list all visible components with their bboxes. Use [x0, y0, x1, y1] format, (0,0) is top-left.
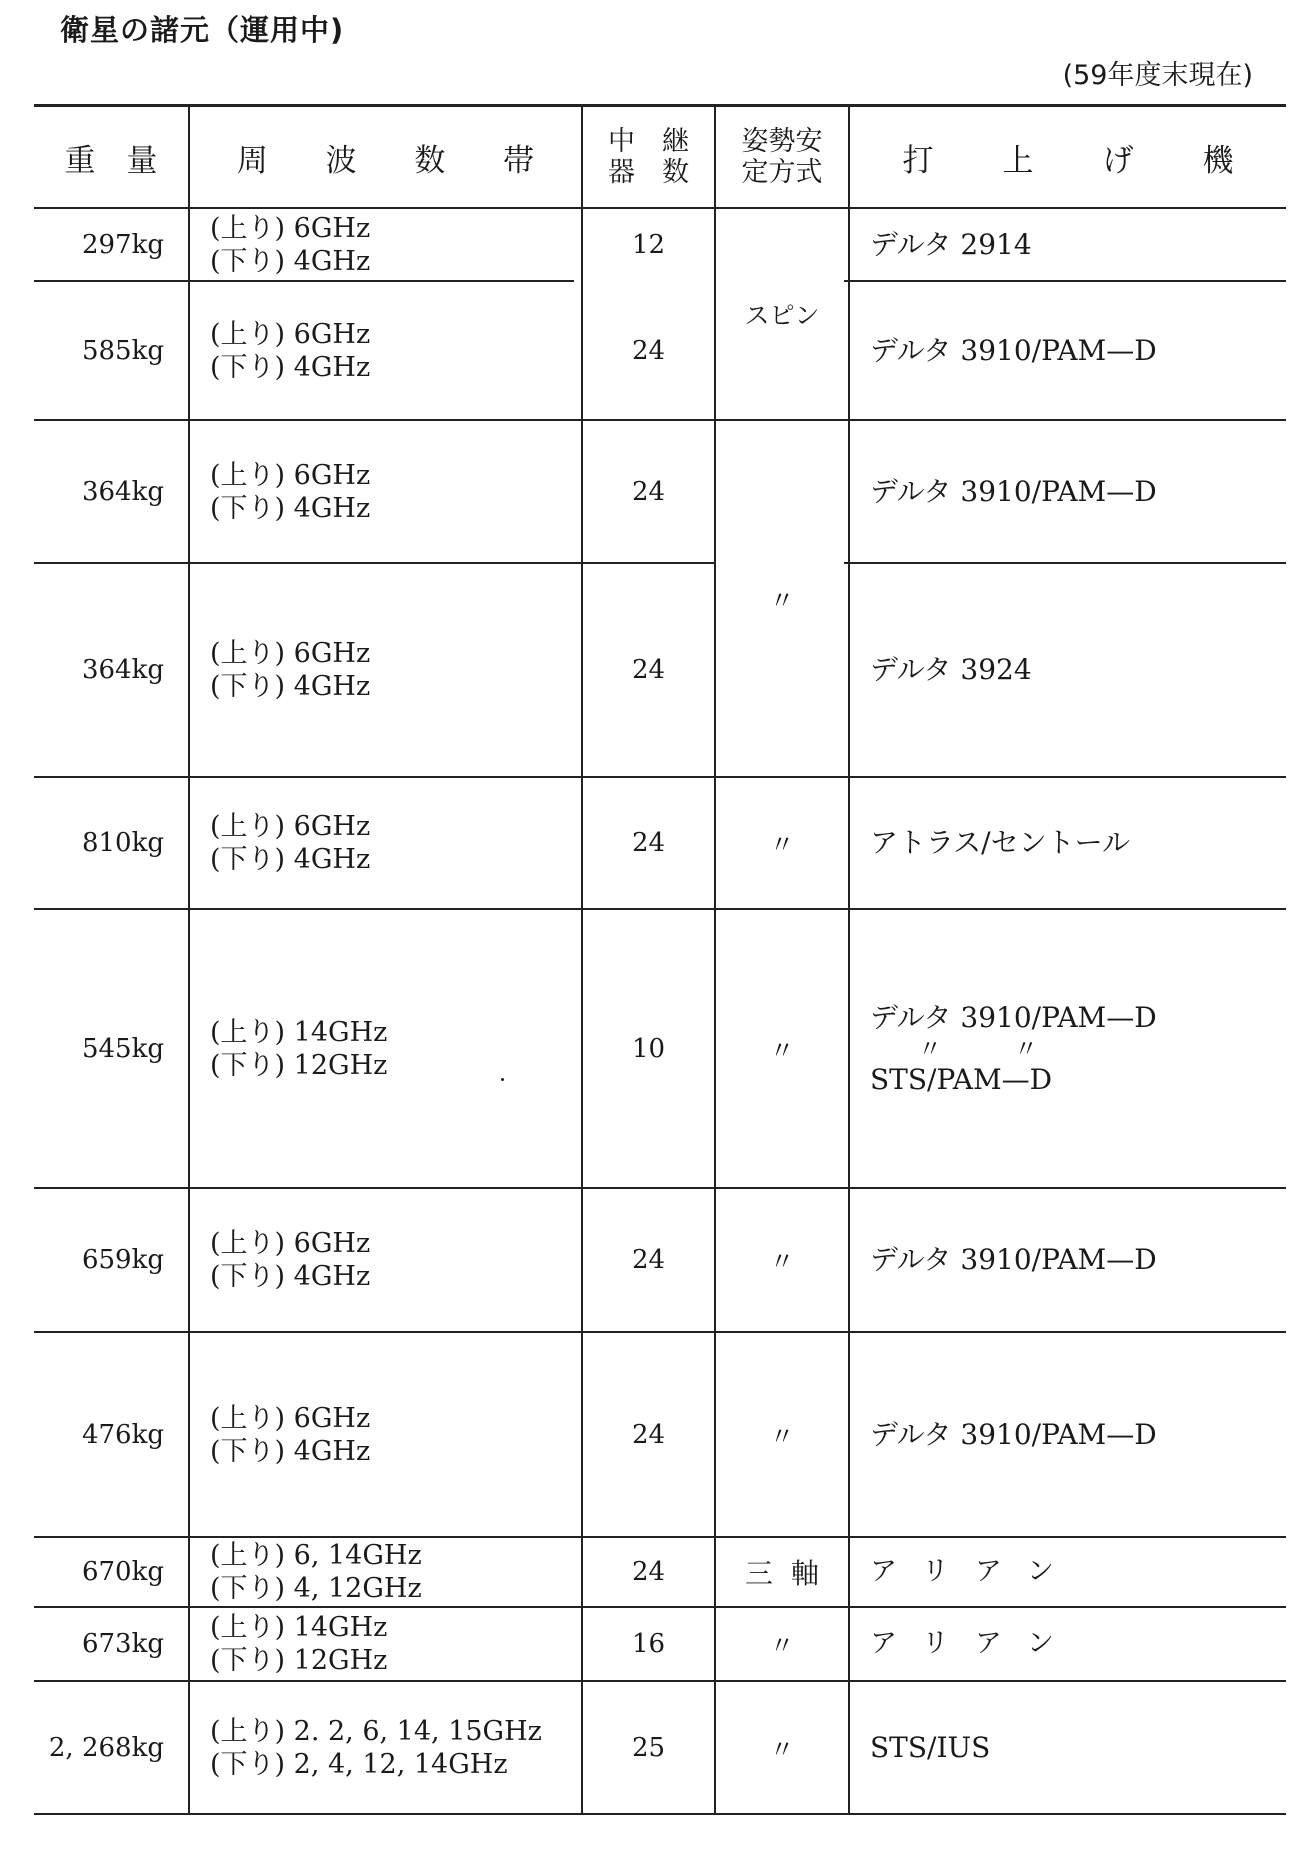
attitude-value: 〃 [769, 1734, 795, 1764]
uplink: (上り) 14GHz [210, 1612, 388, 1643]
header-attitude-line: 定方式 [741, 157, 823, 188]
launch-vehicle: デルタ 3910/PAM—D [870, 1000, 1157, 1034]
repeater-cell [583, 1682, 714, 1813]
weight-value: 659kg [81, 1245, 164, 1275]
downlink: (下り) 2, 4, 12, 14GHz [210, 1748, 508, 1780]
uplink: (上り) 6, 14GHz [210, 1540, 422, 1571]
header-frequency-char: 波 [325, 142, 357, 179]
frequency-cell [210, 209, 580, 280]
weight-cell [34, 778, 164, 908]
weight-cell [34, 564, 164, 776]
repeater-cell [583, 564, 714, 776]
uplink: (上り) 14GHz [210, 1016, 388, 1048]
frequency-cell [210, 778, 580, 908]
launch-vehicle: アリアン [870, 1628, 1080, 1659]
header-attitude [716, 107, 848, 207]
launch-cell [870, 1189, 1286, 1331]
repeater-count: 24 [631, 1245, 666, 1275]
header-launch-char: 機 [1202, 142, 1234, 179]
frequency-cell [210, 1333, 580, 1536]
attitude-ditto-label: 〃 [769, 585, 795, 615]
as-of-note: (59年度末現在) [1062, 60, 1253, 91]
header-launch-char: げ [1102, 142, 1134, 179]
launch-vehicle: デルタ 3910/PAM—D [870, 1417, 1157, 1451]
weight-value: 545kg [81, 1033, 164, 1064]
attitude-spin-label: スピン [744, 301, 820, 330]
uplink: (上り) 6GHz [210, 811, 371, 842]
uplink: (上り) 6GHz [210, 1402, 371, 1434]
weight-value: 364kg [81, 476, 164, 507]
attitude-cell [716, 1189, 848, 1331]
uplink: (上り) 6GHz [210, 1228, 371, 1259]
frequency-cell [210, 1682, 580, 1813]
attitude-value: 〃 [769, 830, 795, 859]
weight-cell [34, 1608, 164, 1680]
frequency-cell [210, 1608, 580, 1680]
weight-value: 810kg [81, 828, 164, 858]
header-frequency-char: 帯 [503, 142, 535, 179]
repeater-count: 24 [631, 1419, 666, 1450]
launch-vehicle: デルタ 3910/PAM—D [870, 333, 1157, 367]
header-repeaters-line: 器 数 [608, 157, 689, 188]
header-repeaters-line: 中 継 [608, 126, 689, 157]
weight-value: 585kg [81, 335, 164, 366]
frequency-cell [210, 1189, 580, 1331]
repeater-cell [583, 209, 714, 280]
repeater-cell [583, 1189, 714, 1331]
header-weight-label: 重 量 [64, 142, 158, 179]
repeater-cell [583, 421, 714, 562]
frequency-cell [210, 282, 580, 419]
weight-cell [34, 1538, 164, 1606]
frequency-cell [210, 910, 580, 1187]
attitude-cell [716, 910, 848, 1187]
weight-cell [34, 1333, 164, 1536]
launch-cell [870, 910, 1286, 1187]
repeater-count: 10 [631, 1033, 666, 1064]
header-launch-vehicle [850, 107, 1286, 207]
downlink: (下り) 4, 12GHz [210, 1573, 422, 1604]
col-rule-1 [188, 106, 190, 1814]
attitude-value: 〃 [769, 1421, 795, 1451]
repeater-count: 24 [631, 1557, 666, 1587]
rule-bottom [34, 1813, 1286, 1815]
uplink: (上り) 6GHz [210, 459, 371, 491]
attitude-cell [716, 778, 848, 908]
repeater-cell [583, 1333, 714, 1536]
attitude-ditto-merged [716, 421, 848, 776]
launch-cell [870, 1333, 1286, 1536]
launch-vehicle: アトラス/セントール [870, 826, 1131, 859]
launch-cell [870, 564, 1286, 776]
downlink: (下り) 4GHz [210, 492, 371, 524]
header-launch-char: 上 [1002, 142, 1034, 179]
weight-value: 2, 268kg [48, 1732, 164, 1763]
frequency-cell [210, 421, 580, 562]
attitude-value: 〃 [769, 1247, 795, 1276]
launch-cell [870, 1538, 1286, 1606]
launch-vehicle: STS/IUS [870, 1730, 991, 1764]
repeater-count: 16 [631, 1629, 666, 1659]
attitude-value: 三軸 [744, 1557, 837, 1590]
launch-cell [870, 778, 1286, 908]
launch-vehicle: デルタ 3910/PAM—D [870, 474, 1157, 508]
downlink: (下り) 4GHz [210, 351, 371, 383]
repeater-count: 24 [631, 828, 666, 858]
launch-cell [870, 421, 1286, 562]
repeater-cell [583, 1538, 714, 1606]
downlink: (下り) 12GHz [210, 1645, 388, 1676]
launch-cell [870, 1608, 1286, 1680]
launch-vehicle: デルタ 2914 [870, 227, 1032, 261]
frequency-cell [210, 564, 580, 776]
weight-cell [34, 1682, 164, 1813]
launch-vehicle: デルタ 3924 [870, 653, 1032, 686]
downlink: (下り) 4GHz [210, 671, 371, 702]
frequency-cell [210, 1538, 580, 1606]
repeater-count: 25 [631, 1732, 666, 1763]
weight-value: 297kg [81, 229, 164, 260]
weight-value: 673kg [81, 1629, 164, 1659]
weight-cell [34, 1189, 164, 1331]
downlink: (下り) 12GHz [210, 1049, 388, 1081]
page-title: 衛星の諸元（運用中) [60, 13, 345, 47]
launch-vehicle-ditto: 〃 〃 [918, 1034, 1038, 1063]
header-frequency-char: 周 [236, 142, 268, 179]
header-weight [34, 107, 188, 207]
launch-cell [870, 1682, 1286, 1813]
header-attitude-line: 姿勢安 [741, 126, 823, 157]
launch-vehicle: デルタ 3910/PAM—D [870, 1243, 1157, 1276]
launch-vehicle: STS/PAM—D [870, 1062, 1053, 1096]
attitude-spin [716, 209, 848, 419]
header-repeaters [583, 107, 714, 207]
attitude-value: 〃 [769, 1631, 795, 1660]
launch-vehicle: アリアン [870, 1556, 1080, 1587]
weight-cell [34, 209, 164, 280]
repeater-cell [583, 1608, 714, 1680]
repeater-count: 24 [631, 655, 666, 685]
repeater-cell [583, 282, 714, 419]
downlink: (下り) 4GHz [210, 844, 371, 875]
uplink: (上り) 6GHz [210, 212, 371, 244]
header-frequency [190, 107, 581, 207]
attitude-cell [716, 1682, 848, 1813]
repeater-count: 24 [631, 335, 666, 366]
repeater-cell [583, 778, 714, 908]
repeater-count: 12 [631, 229, 666, 260]
stray-dot [501, 1078, 504, 1081]
repeater-count: 24 [631, 476, 666, 507]
weight-cell [34, 282, 164, 419]
uplink: (上り) 2. 2, 6, 14, 15GHz [210, 1715, 542, 1747]
col-rule-4 [848, 106, 850, 1814]
uplink: (上り) 6GHz [210, 318, 371, 350]
weight-value: 670kg [81, 1557, 164, 1587]
uplink: (上り) 6GHz [210, 638, 371, 669]
attitude-value: 〃 [769, 1035, 795, 1065]
launch-cell [870, 282, 1286, 419]
weight-value: 476kg [81, 1419, 164, 1450]
weight-cell [34, 421, 164, 562]
attitude-cell [716, 1538, 848, 1606]
header-frequency-char: 数 [414, 142, 446, 179]
downlink: (下り) 4GHz [210, 1435, 371, 1467]
weight-cell [34, 910, 164, 1187]
header-launch-char: 打 [902, 142, 934, 179]
attitude-cell [716, 1608, 848, 1680]
downlink: (下り) 4GHz [210, 1261, 371, 1292]
launch-cell [870, 209, 1286, 280]
repeater-cell [583, 910, 714, 1187]
attitude-cell [716, 1333, 848, 1536]
weight-value: 364kg [81, 655, 164, 685]
downlink: (下り) 4GHz [210, 245, 371, 277]
